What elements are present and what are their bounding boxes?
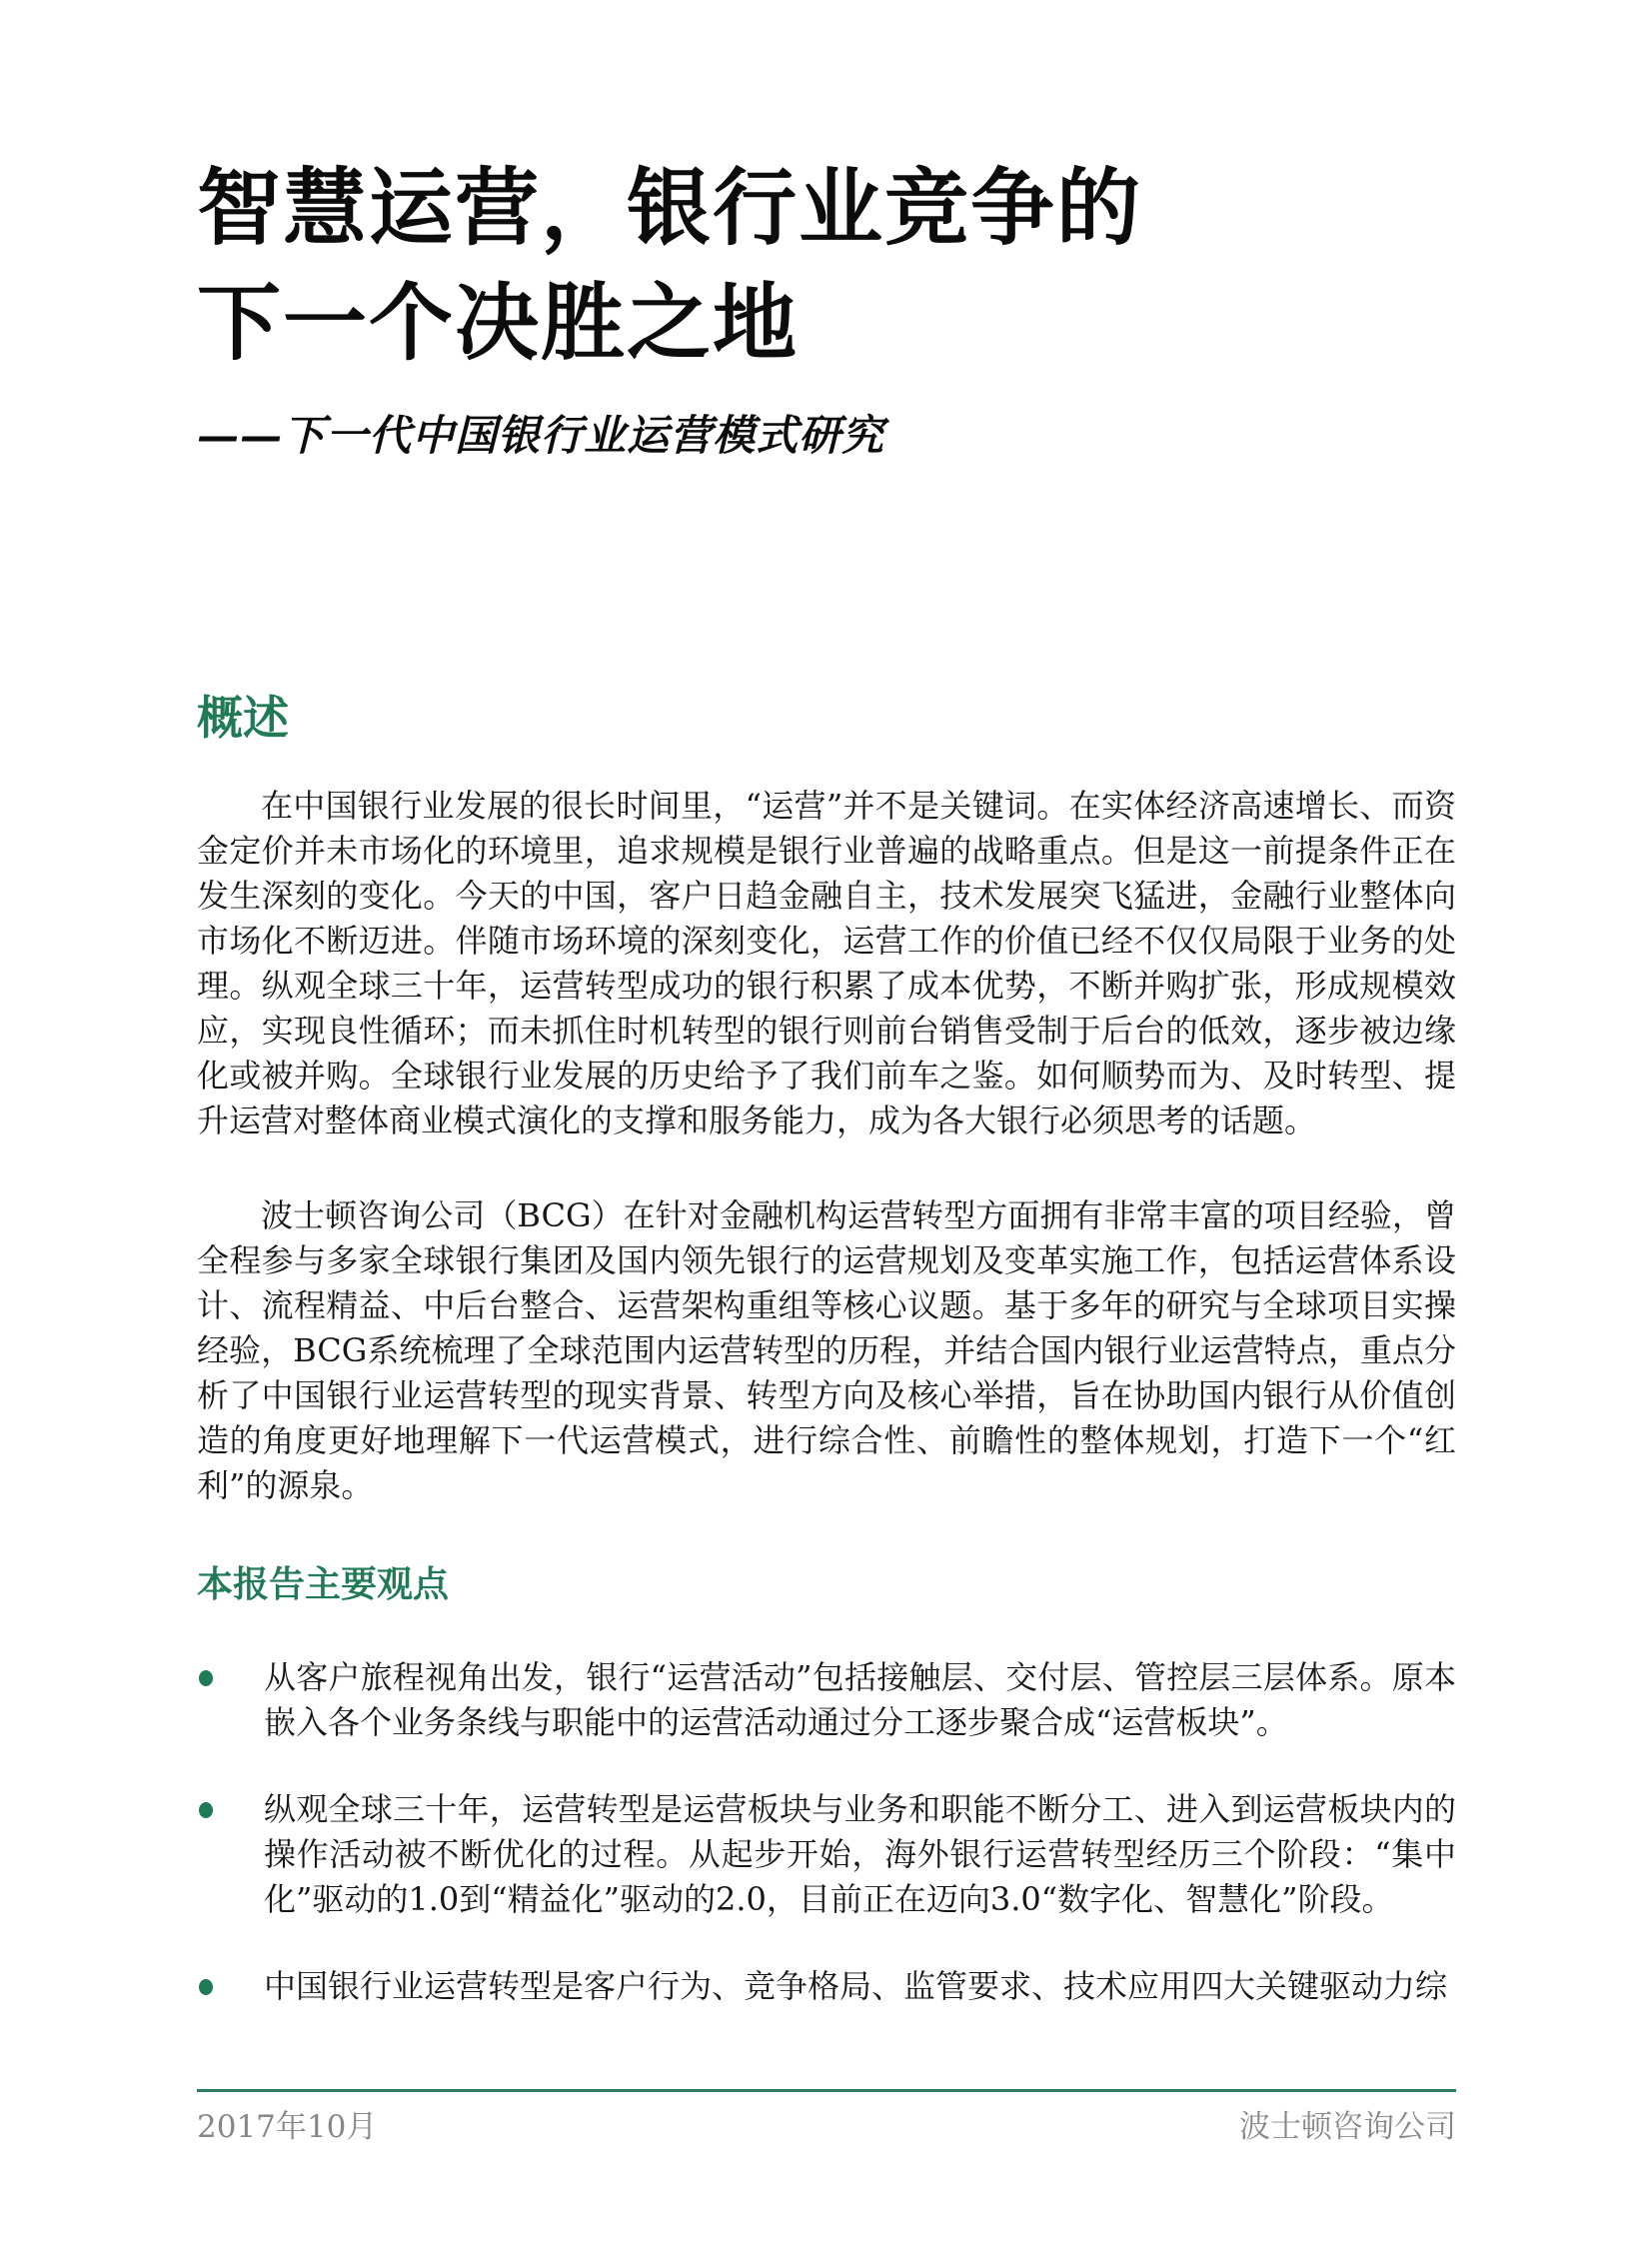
overview-section [197,688,1456,1508]
bullet-dot-icon [199,1670,213,1686]
key-points-heading: 本报告主要观点 [197,1563,450,1605]
list-item-text: 中国银行业运营转型是客户行为、竞争格局、监管要求、技术应用四大关键驱动力综 [264,1967,1448,2005]
list-item-text: 从客户旅程视角出发，银行“运营活动”包括接触层、交付层、管控层三层体系。原本嵌入各个业务条线与职能中的运营活动通过分工逐步聚合成“运营板块”。 [264,1658,1456,1741]
key-points-list [197,1655,1456,2009]
title-block [197,150,1456,462]
list-item [197,1787,1456,1922]
list-item-text: 纵观全球三十年，运营转型是运营板块与业务和职能不断分工、进入到运营板块内的操作活动被不断优化的过程。从起步开始，海外银行运营转型经历三个阶段：“集中化”驱动的1.0到“精益化”驱动的2.0，目前正在迈向3.0“数字化、智慧化”阶段。 [264,1790,1456,1918]
overview-paragraph-1: 在中国银行业发展的很长时间里，“运营”并不是关键词。在实体经济高速增长、而资金定价并未市场化的环境里，追求规模是银行业普遍的战略重点。但是这一前提条件正在发生深刻的变化。今天的中国，客户日趋金融自主，技术发展突飞猛进，金融行业整体向市场化不断迈进。伴随市场环境的深刻变化，运营工作的价值已经不仅仅局限于业务的处理。纵观全球三十年，运营转型成功的银行积累了成本优势，不断并购扩张，形成规模效应，实现良性循环；而未抓住时机转型的银行则前台销售受制于后台的低效，逐步被边缘化或被并购。全球银行业发展的历史给予了我们前车之鉴。如何顺势而为、及时转型、提升运营对整体商业模式演化的支撑和服务能力，成为各大银行必须思考的话题。 [197,787,1456,1139]
overview-heading: 概述 [197,691,289,745]
footer-row [197,2101,1456,2146]
overview-paragraph-2: 波士顿咨询公司（BCG）在针对金融机构运营转型方面拥有非常丰富的项目经验，曾全程参与多家全球银行集团及国内领先银行的运营规划及变革实施工作，包括运营体系设计、流程精益、中后台整合、运营架构重组等核心议题。基于多年的研究与全球项目实操经验，BCG系统梳理了全球范围内运营转型的历程，并结合国内银行业运营特点，重点分析了中国银行业运营转型的现实背景、转型方向及核心举措，旨在协助国内银行从价值创造的角度更好地理解下一代运营模式，进行综合性、前瞻性的整体规划，打造下一个“红利”的源泉。 [197,1196,1456,1504]
report-title-line2: 下一个决胜之地 [197,273,800,372]
list-item [197,1655,1456,1745]
report-title-line1: 智慧运营，银行业竞争的 [197,158,1143,257]
footer-date: 2017年10月 [197,2109,378,2145]
footer-company: 波士顿咨询公司 [1239,2109,1456,2145]
footer-divider [197,2089,1456,2092]
bullet-dot-icon [199,1979,213,1995]
key-points-section [197,1559,1456,2009]
bullet-dot-icon [199,1802,213,1818]
page-footer [197,2089,1456,2146]
report-subtitle: ——下一代中国银行业运营模式研究 [197,411,885,460]
report-title [197,150,1456,380]
list-item [197,1964,1456,2009]
